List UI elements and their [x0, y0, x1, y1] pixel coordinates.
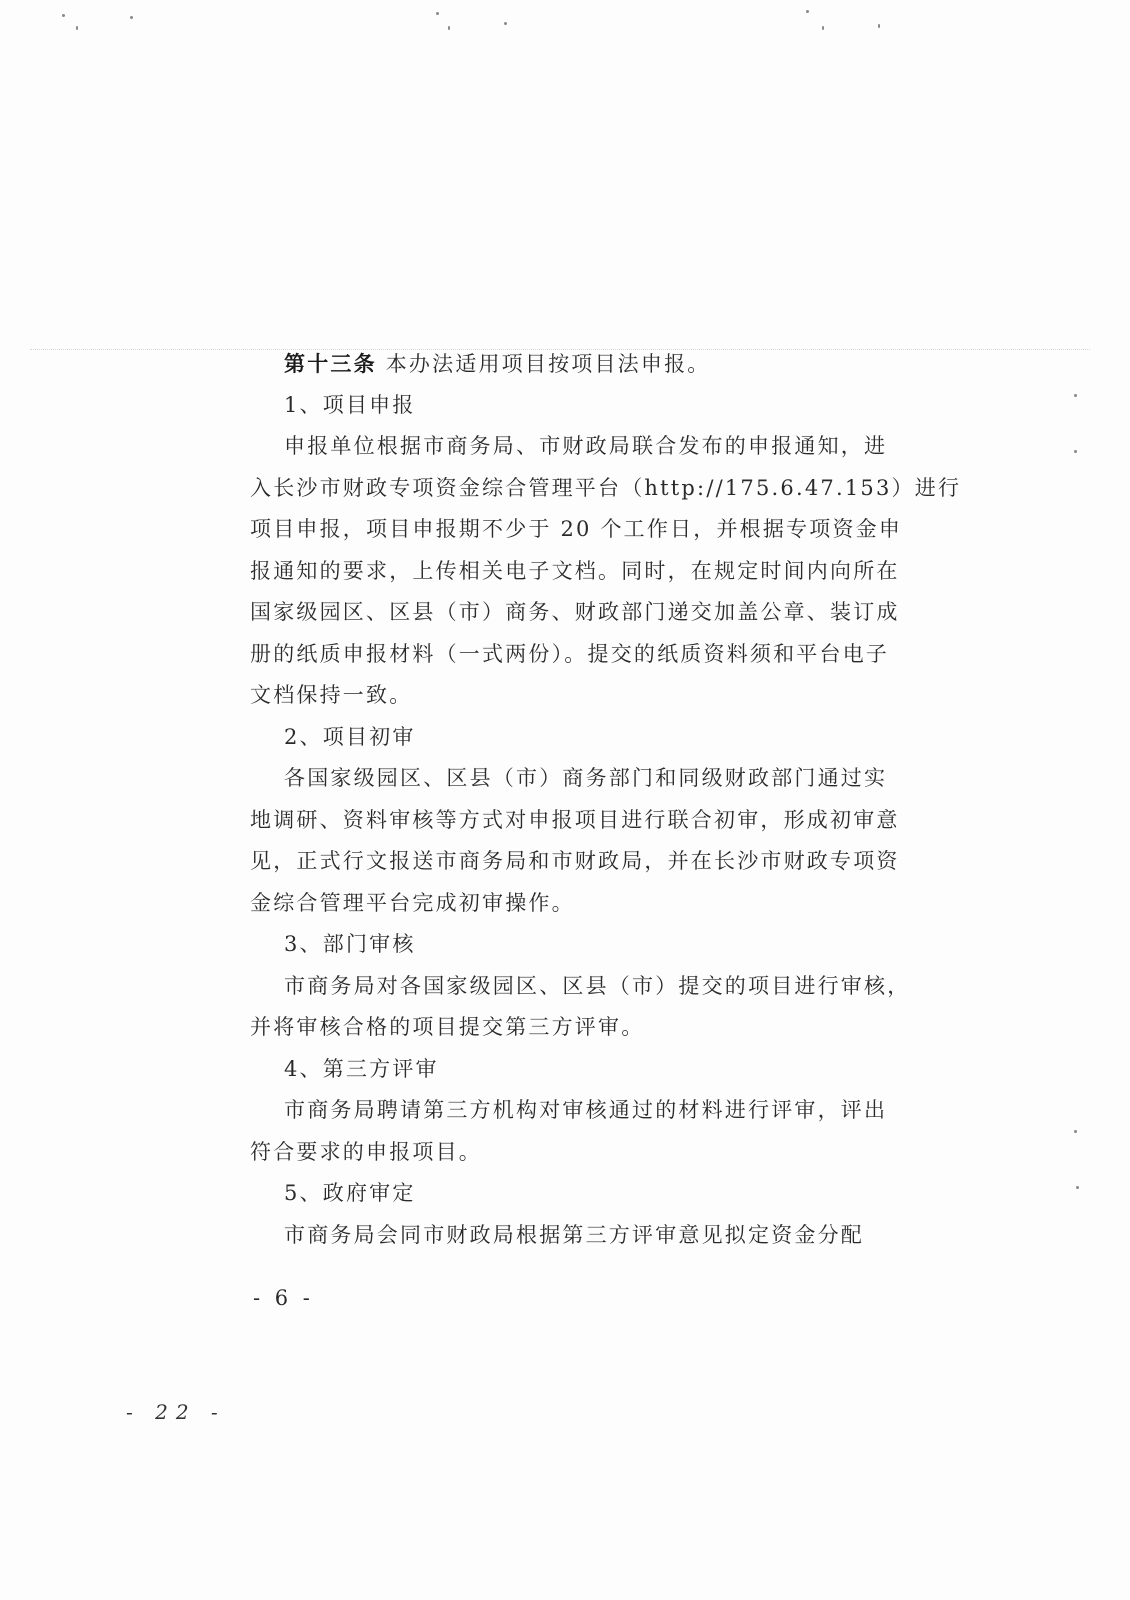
- text-line: [250, 675, 898, 717]
- line-text: 市商务局会同市财政局根据第三方评审意见拟定资金分配: [284, 1222, 864, 1247]
- scan-speck: [1074, 394, 1077, 397]
- line-text: 入长沙市财政专项资金综合管理平台（http://175.6.47.153）进行: [250, 475, 962, 500]
- outer-page-number: - 22 -: [126, 1400, 226, 1424]
- scan-speck: [822, 26, 824, 30]
- line-text: 册的纸质申报材料（一式两份）。提交的纸质资料须和平台电子: [250, 641, 890, 666]
- text-line: [250, 1007, 898, 1049]
- text-line: [250, 758, 898, 800]
- text-line: [250, 385, 898, 427]
- text-line: [250, 592, 898, 634]
- line-text: 符合要求的申报项目。: [250, 1139, 482, 1164]
- scan-speck: [76, 26, 78, 30]
- text-line: [250, 1215, 898, 1257]
- line-text: 见，正式行文报送市商务局和市财政局，并在长沙市财政专项资: [250, 849, 900, 873]
- text-line: [250, 343, 898, 385]
- line-text: 各国家级园区、区县（市）商务部门和同级财政部门通过实: [284, 766, 888, 790]
- line-text: 市商务局对各国家级园区、区县（市）提交的项目进行审核，: [284, 973, 911, 998]
- line-text: 申报单位根据市商务局、市财政局联合发布的申报通知，进: [284, 434, 888, 458]
- text-line: [250, 1049, 898, 1091]
- scan-speck: [448, 26, 450, 30]
- line-text: 4、第三方评审: [284, 1056, 439, 1081]
- line-text: 3、部门审核: [284, 932, 416, 956]
- text-line: [250, 1173, 898, 1215]
- text-line: [250, 551, 898, 593]
- scan-speck: [1074, 450, 1077, 453]
- text-line: [250, 717, 898, 759]
- scan-speck: [806, 10, 809, 13]
- line-text: 并将审核合格的项目提交第三方评审。: [250, 1015, 645, 1039]
- text-line: [250, 1132, 898, 1174]
- text-line: [250, 883, 898, 925]
- article-text: [250, 343, 962, 1256]
- line-text: 项目申报，项目申报期不少于 20 个工作日，并根据专项资金申: [250, 517, 903, 541]
- scan-speck: [504, 22, 507, 25]
- text-line: [250, 426, 898, 468]
- text-line: [250, 924, 898, 966]
- page-number: - 6 -: [253, 1286, 314, 1310]
- text-line: [250, 634, 898, 676]
- article-heading: 第十三条: [284, 351, 377, 376]
- scan-speck: [130, 16, 133, 19]
- line-text: 5、政府审定: [284, 1181, 416, 1205]
- line-text: 1、项目申报: [284, 392, 416, 417]
- line-text: 国家级园区、区县（市）商务、财政部门递交加盖公章、装订成: [250, 600, 900, 624]
- text-line: [250, 509, 903, 551]
- scan-speck: [436, 12, 439, 15]
- text-line: [250, 966, 911, 1008]
- text-line: [250, 468, 962, 510]
- scan-speck: [878, 24, 880, 28]
- scan-speck: [1076, 1186, 1079, 1189]
- text-line: [250, 1090, 898, 1132]
- line-text: 金综合管理平台完成初审操作。: [250, 890, 575, 915]
- line-text: 文档保持一致。: [250, 683, 413, 707]
- line-text: 报通知的要求，上传相关电子文档。同时，在规定时间内向所在: [250, 558, 900, 583]
- line-text: 市商务局聘请第三方机构对审核通过的材料进行评审，评出: [284, 1098, 888, 1122]
- scan-speck: [62, 14, 65, 17]
- line-text: 2、项目初审: [284, 724, 416, 749]
- text-line: [250, 800, 898, 842]
- line-text: 本办法适用项目按项目法申报。: [376, 352, 711, 376]
- line-text: 地调研、资料审核等方式对申报项目进行联合初审，形成初审意: [250, 807, 900, 832]
- scan-speck: [1074, 1130, 1077, 1133]
- text-line: [250, 841, 898, 883]
